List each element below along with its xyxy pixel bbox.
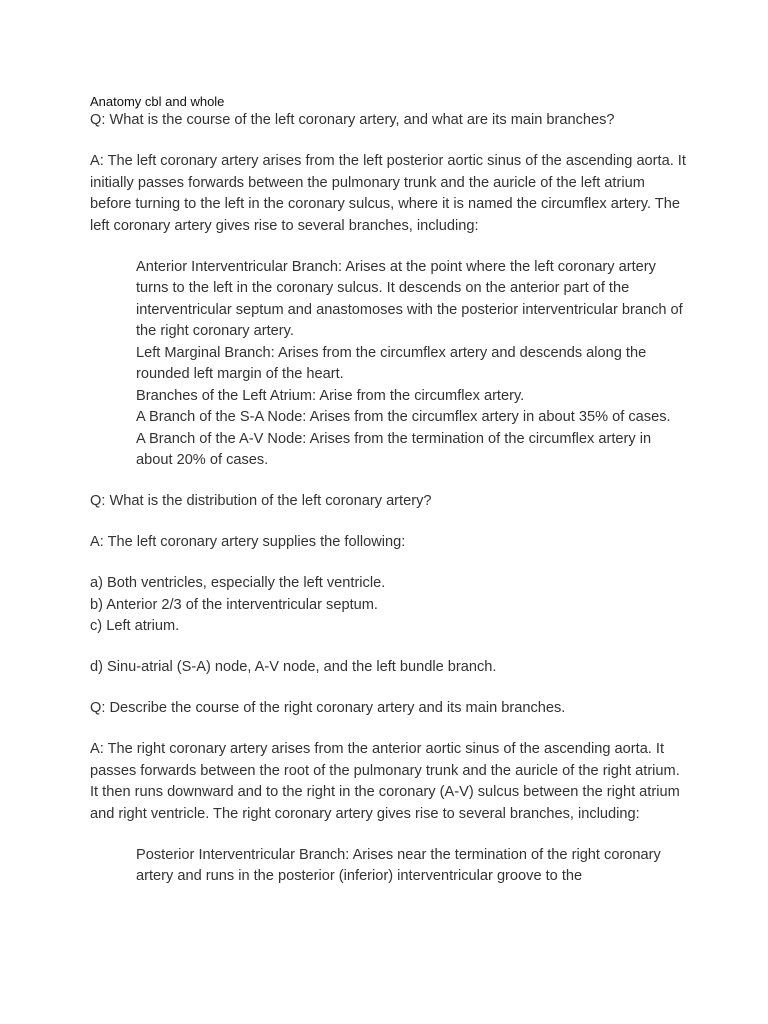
spacer bbox=[90, 472, 688, 492]
spacer bbox=[90, 638, 688, 658]
answer-3: A: The right coronary artery arises from the anterior aortic sinus of the ascending aorta. It passes forwards between the root of the pulmonary trunk and the auricle of the right atrium. It then runs downward and to the right in the coronary (A-V) sulcus between the right atrium and right ventricle. The right coronary artery gives rise to several branches, including: bbox=[90, 741, 680, 822]
spacer bbox=[90, 825, 688, 845]
document-title: Anatomy cbl and whole bbox=[90, 94, 225, 109]
answer-1: A: The left coronary artery arises from the left posterior aortic sinus of the ascending aorta. It initially passes forwards between the pulmonary trunk and the auricle of the left atrium before turning to the left in the coronary sulcus, where it is named the circumflex artery. The left coronary artery gives rise to several branches, including: bbox=[90, 153, 686, 234]
spacer bbox=[90, 132, 688, 152]
spacer bbox=[90, 679, 688, 699]
branch-item: Left Marginal Branch: Arises from the circumflex artery and descends along the rounded left margin of the heart. bbox=[136, 344, 647, 382]
answer-3-branch-list bbox=[90, 845, 688, 888]
list-item: a) Both ventricles, especially the left ventricle. bbox=[90, 575, 386, 591]
list-item: c) Left atrium. bbox=[90, 618, 180, 634]
question-3: Q: Describe the course of the right coronary artery and its main branches. bbox=[90, 700, 566, 716]
spacer bbox=[90, 554, 688, 574]
branch-item: A Branch of the S-A Node: Arises from the circumflex artery in about 35% of cases. bbox=[136, 409, 671, 425]
spacer bbox=[90, 237, 688, 257]
distribution-list bbox=[90, 573, 688, 638]
branch-item: Posterior Interventricular Branch: Arises near the termination of the right coronary artery and runs in the posterior (inferior) interventricular groove to the bbox=[136, 846, 661, 884]
question-2: Q: What is the distribution of the left coronary artery? bbox=[90, 493, 432, 509]
question-1: Q: What is the course of the left coronary artery, and what are its main branches? bbox=[90, 112, 615, 128]
list-item: d) Sinu-atrial (S-A) node, A-V node, and the left bundle branch. bbox=[90, 659, 497, 675]
answer-1-branch-list bbox=[90, 257, 688, 472]
spacer bbox=[90, 720, 688, 740]
branch-item: A Branch of the A-V Node: Arises from the termination of the circumflex artery in about 20% of cases. bbox=[136, 430, 652, 468]
branch-item: Anterior Interventricular Branch: Arises at the point where the left coronary artery turns to the left in the coronary sulcus. It descends on the anterior part of the interventricular septum and anastomoses with the posterior interventricular branch of the right coronary artery. bbox=[136, 258, 683, 339]
spacer bbox=[90, 513, 688, 533]
list-item: b) Anterior 2/3 of the interventricular septum. bbox=[90, 596, 378, 613]
branch-item: Branches of the Left Atrium: Arise from the circumflex artery. bbox=[136, 387, 525, 404]
answer-2: A: The left coronary artery supplies the following: bbox=[90, 534, 406, 550]
